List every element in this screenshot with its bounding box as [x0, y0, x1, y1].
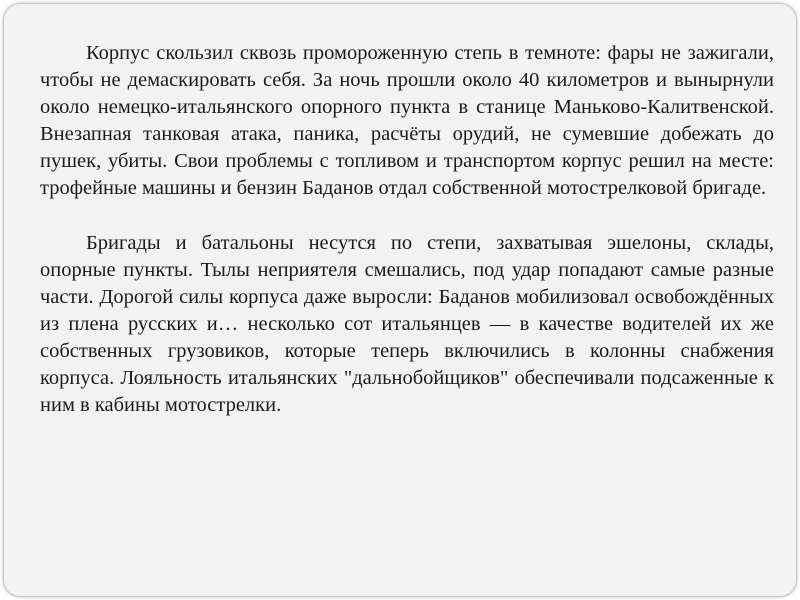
paragraph-1: Корпус скользил сквозь промороженную степь в темноте: фары не зажигали, чтобы не демаскировать себя. За ночь прошли около 40 километров и вынырнули около немецко-итальянского опорного пункта в станице Маньково-Калитвенской. Внезапная танковая атака, паника, расчёты орудий, не сумевшие добежать до пушек, убиты. Свои проблемы с топливом и транспортом корпус решил на месте: трофейные машины и бензин Баданов отдал собственной мотострелковой бригаде.	[40, 42, 774, 199]
paragraph-2: Бригады и батальоны несутся по степи, захватывая эшелоны, склады, опорные пункты. Тылы неприятеля смешались, под удар попадают самые разные части. Дорогой силы корпуса даже выросли: Баданов мобилизовал освобождённых из плена русских и… несколько сот итальянцев — в качестве водителей их же собственных грузовиков, которые теперь включились в колонны снабжения корпуса. Лояльность итальянских "дальнобойщиков" обеспечивали подсаженные к ним в кабины мотострелки.	[40, 232, 774, 416]
slide-frame	[4, 4, 796, 596]
slide-text-body	[40, 40, 774, 419]
